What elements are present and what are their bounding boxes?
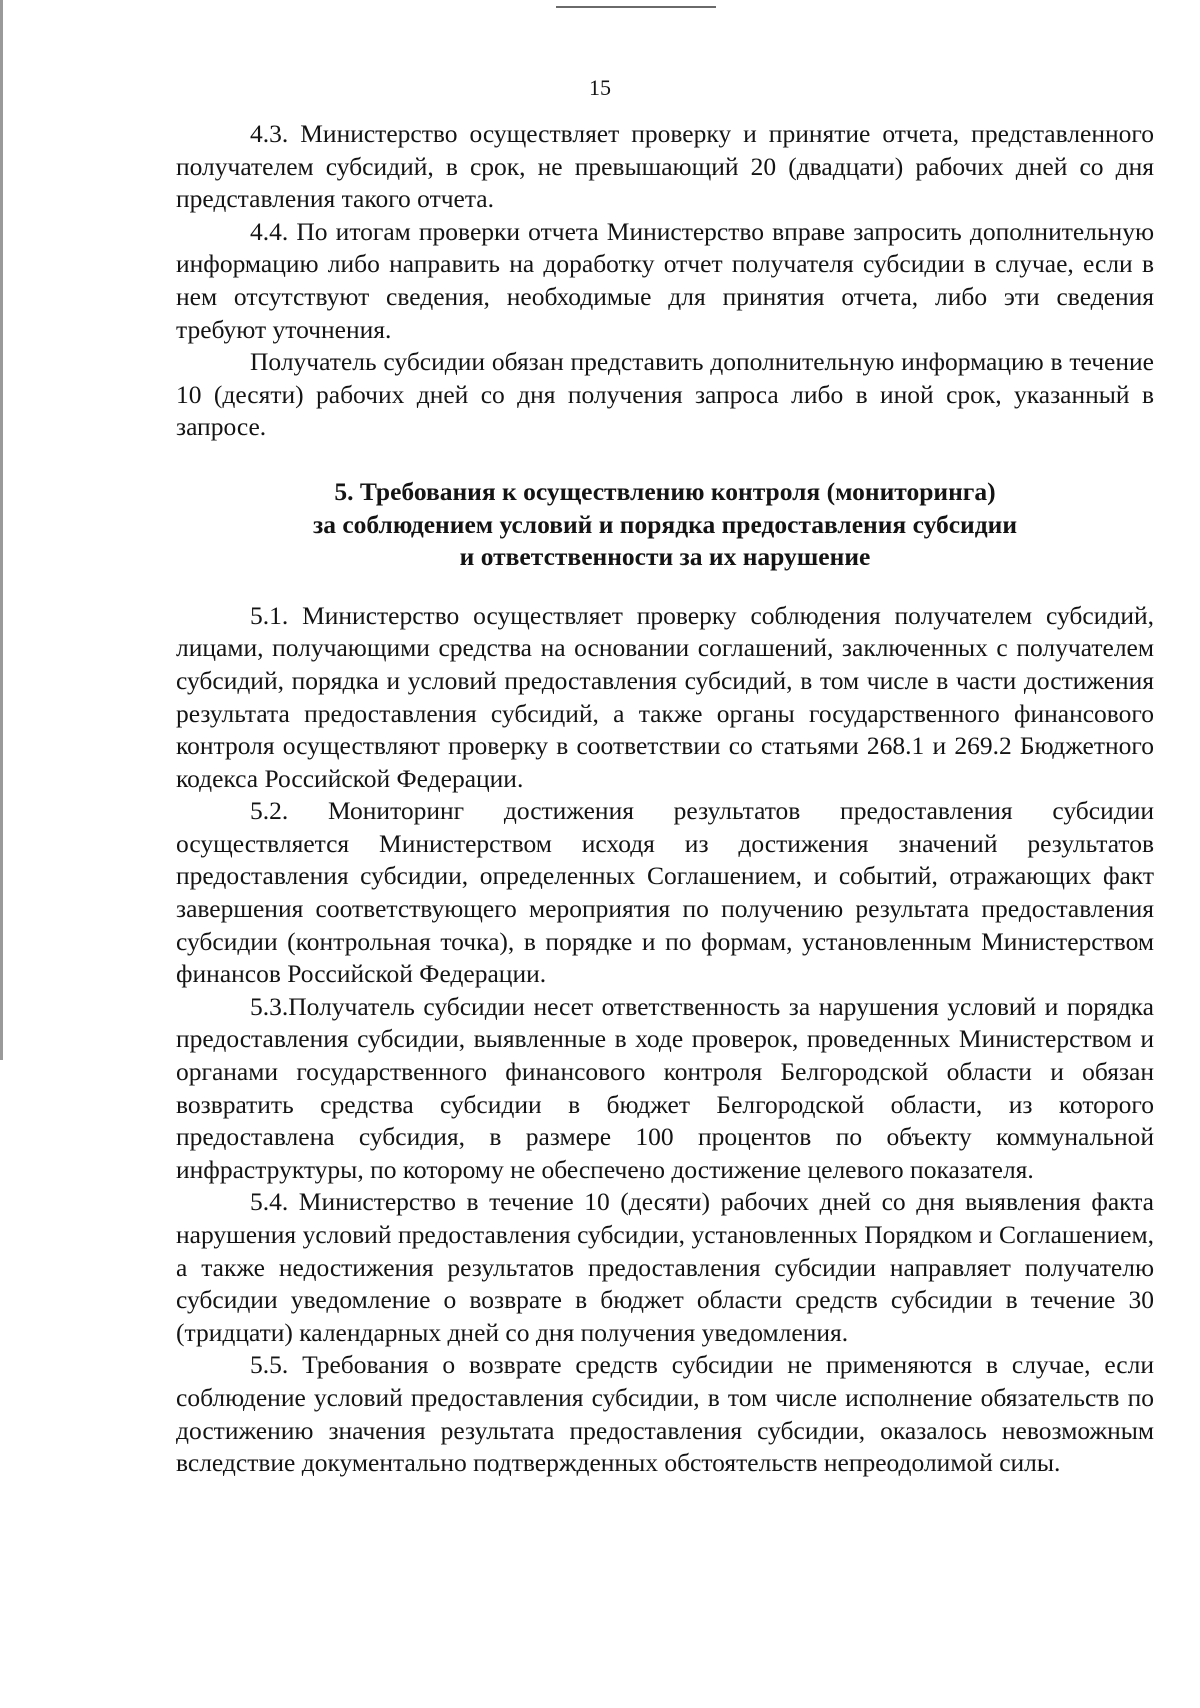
top-rule bbox=[556, 6, 716, 8]
paragraph-5-4: 5.4. Министерство в течение 10 (десяти) рабочих дней со дня выявления факта нарушения условий предоставления субсидии, установленных Порядком и Соглашением, а также недостижения результатов предоставления субсидии направляет получателю субсидии уведомление о возврате в бюджет области средств субсидии в течение 30 (тридцати) календарных дней со дня получения уведомления. bbox=[176, 1187, 1154, 1347]
section-5-heading bbox=[176, 476, 1154, 574]
paragraph-5-2: 5.2. Мониторинг достижения результатов предоставления субсидии осуществляется Министерством исходя из достижения значений результатов предоставления субсидии, определенных Соглашением, и событий, отражающих факт завершения соответствующего мероприятия по получению результата предоставления субсидии (контрольная точка), в порядке и по формам, установленным Министерством финансов Российской Федерации. bbox=[176, 796, 1154, 989]
document-body bbox=[176, 118, 1154, 1480]
section-5-heading-line-3: и ответственности за их нарушение bbox=[459, 542, 871, 572]
paragraph-5-3: 5.3.Получатель субсидии несет ответственность за нарушения условий и порядка предоставления субсидии, выявленные в ходе проверок, проведенных Министерством и органами государственного финансового контроля Белгородской области и обязан возвратить средства субсидии в бюджет Белгородской области, из которого предоставлена субсидия, в размере 100 процентов по объекту коммунальной инфраструктуры, по которому не обеспечено достижение целевого показателя. bbox=[176, 991, 1154, 1184]
paragraph-4-3: 4.3. Министерство осуществляет проверку и принятие отчета, представленного получателем субсидий, в срок, не превышающий 20 (двадцати) рабочих дней со дня представления такого отчета. bbox=[176, 119, 1154, 214]
page-number: 15 bbox=[589, 75, 611, 100]
section-5-heading-line-2: за соблюдением условий и порядка предоставления субсидии bbox=[312, 509, 1018, 539]
scan-left-edge bbox=[0, 0, 3, 1060]
paragraph-5-1: 5.1. Министерство осуществляет проверку соблюдения получателем субсидий, лицами, получающими средства на основании соглашений, заключенных с получателем субсидий, порядка и условий предоставления субсидий, в том числе в части достижения результата предоставления субсидий, а также органы государственного финансового контроля осуществляют проверку в соответствии со статьями 268.1 и 269.2 Бюджетного кодекса Российской Федерации. bbox=[176, 600, 1154, 793]
section-5-heading-line-1: 5. Требования к осуществлению контроля (мониторинга) bbox=[334, 476, 996, 506]
paragraph-4-4: 4.4. По итогам проверки отчета Министерство вправе запросить дополнительную информацию либо направить на доработку отчет получателя субсидии в случае, если в нем отсутствуют сведения, необходимые для принятия отчета, либо эти сведения требуют уточнения. bbox=[176, 216, 1154, 344]
paragraph-5-5: 5.5. Требования о возврате средств субсидии не применяются в случае, если соблюдение условий предоставления субсидии, в том числе исполнение обязательств по достижению значения результата предоставления субсидии, оказалось невозможным вследствие документально подтвержденных обстоятельств непреодолимой силы. bbox=[176, 1350, 1154, 1478]
paragraph-4-4-continued: Получатель субсидии обязан представить дополнительную информацию в течение 10 (десяти) рабочих дней со дня получения запроса либо в иной срок, указанный в запросе. bbox=[176, 347, 1154, 442]
